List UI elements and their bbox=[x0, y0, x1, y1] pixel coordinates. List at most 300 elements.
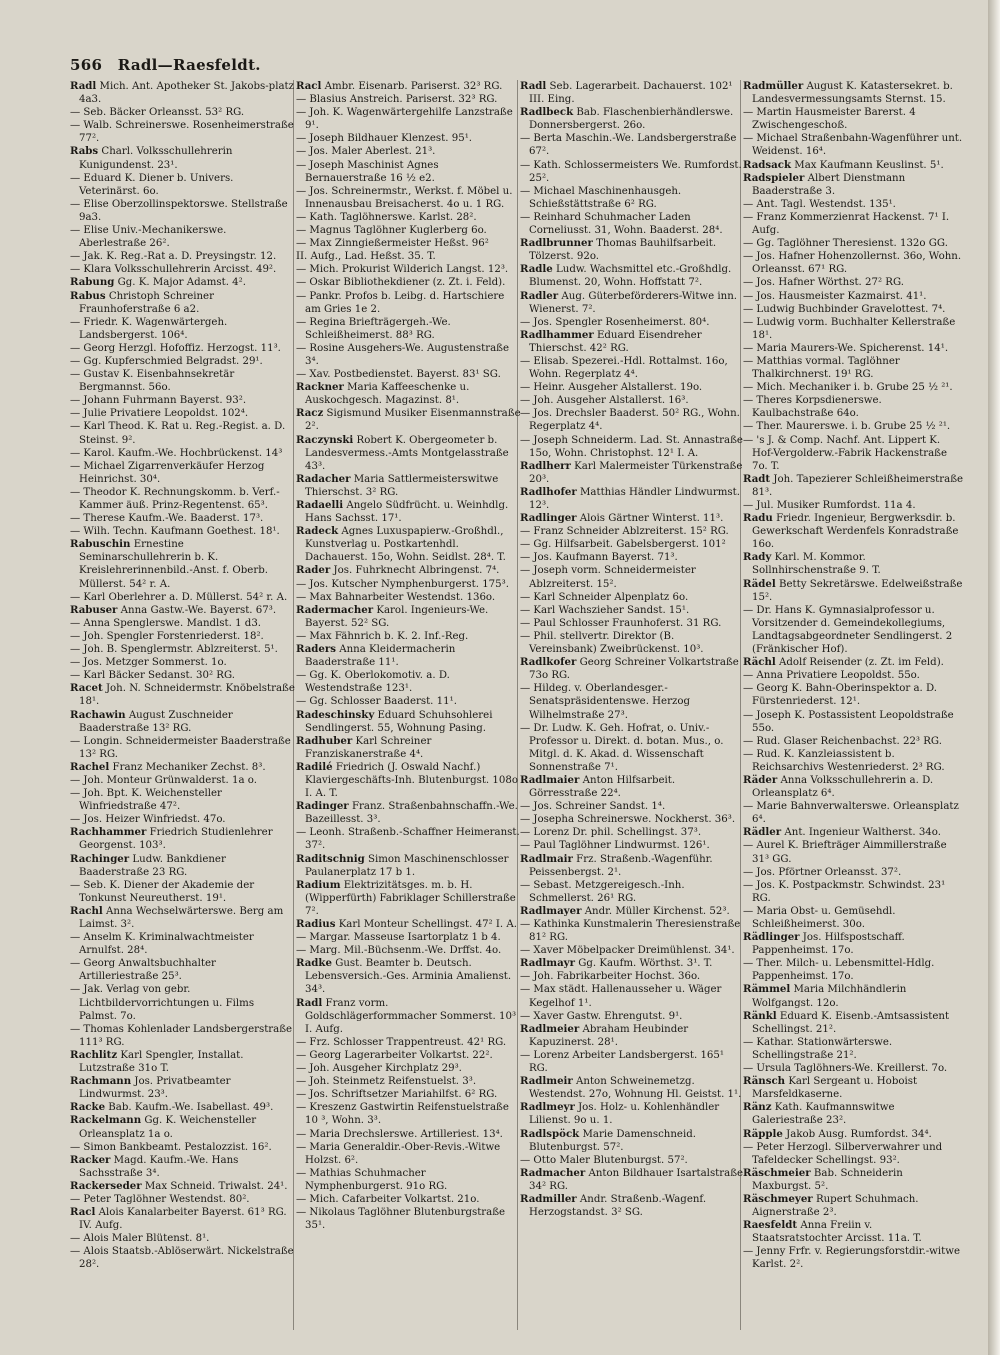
entry-surname: Raders bbox=[296, 643, 337, 656]
directory-entry bbox=[743, 355, 965, 381]
directory-entry bbox=[520, 80, 745, 106]
entry-text: — Xaver Gastw. Ehrengutst. 9¹. bbox=[520, 1010, 683, 1022]
directory-entry bbox=[520, 1128, 745, 1154]
directory-entry bbox=[743, 420, 965, 433]
page-header bbox=[70, 56, 261, 78]
entry-text: Anton Bildhauer Isartalstraße 34² RG. bbox=[529, 1167, 744, 1192]
directory-entry bbox=[296, 250, 521, 263]
directory-entry bbox=[70, 853, 295, 879]
column-2 bbox=[296, 80, 521, 1345]
entry-text: Ernestine Seminarschullehrerin b. K. Kreislehrerinnenbild.-Anst. f. Oberb. Müllerst. 54² r. A. bbox=[79, 539, 268, 590]
directory-entry bbox=[743, 80, 965, 106]
entry-text: — Therese Kaufm.-We. Baaderst. 17³. bbox=[70, 513, 264, 525]
directory-entry bbox=[520, 355, 745, 381]
entry-surname: Radhuber bbox=[296, 734, 353, 747]
entry-surname: Radler bbox=[520, 289, 559, 302]
entry-text: — Elise Univ.-Mechanikerswe. Aberlestraße 26². bbox=[70, 225, 227, 250]
entry-text: — Georg Herzgl. Hofoffiz. Herzogst. 11³. bbox=[70, 342, 281, 354]
entry-text: — Jos. Hafner Hohenzollernst. 36o, Wohn. Orleansst. 67¹ RG. bbox=[743, 251, 962, 276]
entry-text: — Jak. K. Reg.-Rat a. D. Preysingstr. 12. bbox=[70, 251, 277, 263]
directory-entry bbox=[520, 525, 745, 538]
directory-entry bbox=[296, 1088, 521, 1101]
directory-entry bbox=[70, 761, 295, 774]
entry-text: Maria Kaffeeschenke u. Auskochgesch. Magazinst. 8¹. bbox=[305, 382, 470, 407]
entry-text: — Xaver Möbelpacker Dreimühlenst. 34¹. bbox=[520, 945, 735, 957]
directory-entry bbox=[743, 1036, 965, 1062]
entry-text: — Franz Schneider Ablzreiterst. 15² RG. bbox=[520, 526, 729, 538]
entry-surname: Raczynski bbox=[296, 433, 354, 446]
entry-text: — Paul Taglöhner Lindwurmst. 126¹. bbox=[520, 840, 710, 852]
entry-surname: Rächl bbox=[743, 656, 776, 669]
directory-entry bbox=[70, 407, 295, 420]
entry-surname: Rachawin bbox=[70, 708, 126, 721]
entry-text: — Mich. Mechaniker i. b. Grube 25 ½ ²¹. bbox=[743, 382, 953, 394]
directory-entry bbox=[520, 604, 745, 617]
directory-entry bbox=[520, 1154, 745, 1167]
directory-entry bbox=[70, 630, 295, 643]
directory-entry bbox=[296, 342, 521, 368]
entry-surname: Radmüller bbox=[743, 80, 804, 92]
directory-entry bbox=[743, 250, 965, 276]
directory-entry bbox=[743, 159, 965, 172]
directory-entry bbox=[70, 145, 295, 171]
entry-text: — Georg Lagerarbeiter Volkartst. 22². bbox=[296, 1049, 493, 1061]
directory-entry bbox=[296, 944, 521, 957]
entry-text: Joh. N. Schneidermstr. Knöbelstraße 18¹. bbox=[79, 683, 295, 708]
directory-entry bbox=[520, 853, 745, 879]
directory-entry bbox=[70, 813, 295, 826]
entry-surname: Radlbrunner bbox=[520, 237, 593, 250]
entry-surname: Radlhofer bbox=[520, 485, 577, 498]
entry-text: — Ant. Tagl. Westendst. 135¹. bbox=[743, 198, 896, 210]
entry-text: — Blasius Anstreich. Pariserst. 32³ RG. bbox=[296, 94, 498, 106]
directory-entry bbox=[296, 473, 521, 499]
entry-text: — Anna Spenglerswe. Mandlst. 1 d3. bbox=[70, 617, 262, 629]
entry-surname: Radspieler bbox=[743, 171, 805, 184]
entry-text: — Heinr. Ausgeher Alstallerst. 19o. bbox=[520, 382, 703, 394]
directory-entry bbox=[520, 774, 745, 800]
entry-surname: Rady bbox=[743, 551, 772, 564]
page-number: 566 bbox=[70, 56, 103, 74]
entry-surname: Rachel bbox=[70, 760, 110, 773]
directory-entry bbox=[296, 1062, 521, 1075]
entry-text: — Karl Bäcker Sedanst. 30² RG. bbox=[70, 670, 235, 682]
directory-entry bbox=[296, 669, 521, 695]
entry-text: Karl. M. Kommor. Sollnhirschenstraße 9. T. bbox=[752, 552, 881, 577]
directory-entry bbox=[520, 381, 745, 394]
entry-text: — Kathinka Kunstmalerin Theresienstraße 81² RG. bbox=[520, 919, 741, 944]
entry-text: Maria Milchhändlerin Wolfgangst. 12o. bbox=[752, 984, 907, 1009]
entry-text: Christoph Schreiner Fraunhoferstraße 6 a2. bbox=[79, 290, 214, 315]
entry-text: — Karl Theod. K. Rat u. Reg.-Regist. a. D. Steinst. 9². bbox=[70, 421, 286, 446]
entry-text: — Mathias Schuhmacher Nymphenburgerst. 91o RG. bbox=[296, 1167, 448, 1192]
entry-surname: Raditschnig bbox=[296, 852, 365, 865]
directory-entry bbox=[296, 578, 521, 591]
directory-entry bbox=[520, 1010, 745, 1023]
entry-text: — Alois Staatsb.-Ablöserwärt. Nickelstraße 28². bbox=[70, 1246, 294, 1271]
directory-entry bbox=[520, 407, 745, 433]
entry-text: Franz vorm. Goldschlägerformmacher Sommerst. 10³ I. Aufg. bbox=[305, 997, 517, 1035]
entry-text: — Joseph Schneiderm. Lad. St. Annastraße 15o, Wohn. Christophst. 12¹ I. A. bbox=[520, 434, 743, 459]
entry-text: — Marg. Mil.-Büchsenm.-We. Drffst. 4o. bbox=[296, 945, 502, 957]
directory-entry bbox=[520, 1167, 745, 1193]
entry-text: Anton Hilfsarbeit. Görresstraße 22⁴. bbox=[529, 774, 676, 800]
entry-text: Anton Schweinemetzg. Westendst. 27o, Wohnung Hl. Geistst. 1¹. bbox=[529, 1076, 742, 1101]
entry-text: Friedrich (J. Oswald Nachf.) Klaviergeschäfts-Inh. Blutenburgst. 108o I. A. T. bbox=[305, 761, 518, 800]
entry-text: Alois Kanalarbeiter Bayerst. 61³ RG. IV. Aufg. bbox=[79, 1207, 287, 1232]
directory-entry bbox=[743, 839, 965, 865]
entry-text: Bab. Kaufm.-We. Isabellast. 49³. bbox=[108, 1102, 274, 1114]
entry-text: Max Kaufmann Keuslinst. 5¹. bbox=[794, 159, 944, 171]
entry-text: Karl Malermeister Türkenstraße 20³. bbox=[529, 460, 743, 485]
entry-text: — Klara Volksschullehrerin Arcisst. 49². bbox=[70, 264, 277, 276]
directory-entry bbox=[743, 1245, 965, 1271]
entry-text: Marie Damenschneid. Blutenburgst. 57². bbox=[529, 1128, 696, 1153]
directory-entry bbox=[296, 735, 521, 761]
directory-entry bbox=[520, 486, 745, 512]
entry-text: — 's J. & Comp. Nachf. Ant. Lippert K. Hof-Vergolderw.-Fabrik Hackenstraße 7o. T. bbox=[743, 434, 948, 472]
directory-entry bbox=[296, 761, 521, 800]
directory-entry bbox=[296, 434, 521, 473]
entry-text: Max Schneid. Triwalst. 24¹. bbox=[144, 1180, 288, 1192]
directory-entry bbox=[296, 93, 521, 106]
directory-entry bbox=[70, 512, 295, 525]
directory-entry bbox=[296, 800, 521, 826]
directory-entry bbox=[296, 918, 521, 931]
directory-entry bbox=[296, 931, 521, 944]
directory-entry bbox=[520, 879, 745, 905]
directory-entry bbox=[70, 1049, 295, 1075]
directory-entry bbox=[743, 342, 965, 355]
entry-surname: Radlkofer bbox=[520, 656, 577, 669]
entry-text: Joh. Tapezierer Schleißheimerstraße 81³. bbox=[752, 473, 964, 498]
entry-text: — Rud. Glaser Reichenbachst. 22³ RG. bbox=[743, 735, 942, 747]
directory-entry bbox=[743, 1010, 965, 1036]
directory-entry bbox=[520, 132, 745, 158]
directory-entry bbox=[70, 1154, 295, 1180]
directory-entry bbox=[296, 145, 521, 158]
entry-text: Andr. Müller Kirchenst. 52³. bbox=[584, 905, 730, 917]
entry-text: Friedr. Ingenieur, Bergwerksdir. b. Gewerkschaft Werdenfels Konradstraße 16o. bbox=[752, 513, 959, 551]
directory-entry bbox=[296, 709, 521, 735]
directory-entry bbox=[520, 983, 745, 1009]
directory-entry bbox=[520, 826, 745, 839]
directory-entry bbox=[743, 682, 965, 708]
entry-text: — Joh. Ausgeher Kirchplatz 29³. bbox=[296, 1063, 462, 1075]
directory-entry bbox=[520, 630, 745, 656]
directory-entry bbox=[520, 237, 745, 263]
entry-surname: Radlmaier bbox=[520, 773, 580, 786]
entry-surname: Rädlinger bbox=[743, 931, 800, 944]
directory-entry bbox=[743, 290, 965, 303]
entry-text: Ludw. Bankdiener Baaderstraße 23 RG. bbox=[79, 853, 226, 878]
entry-text: — Kreszenz Gastwirtin Reifenstuelstraße 10 ³, Wohn. 3³. bbox=[296, 1102, 509, 1127]
entry-text: Abraham Heubinder Kapuzinerst. 28¹. bbox=[529, 1023, 689, 1048]
directory-entry bbox=[520, 970, 745, 983]
directory-entry bbox=[743, 735, 965, 748]
directory-entry bbox=[70, 290, 295, 316]
entry-text: — Gg. Kupferschmied Belgradst. 29¹. bbox=[70, 355, 263, 367]
directory-entry bbox=[70, 538, 295, 590]
entry-surname: Räschmeier bbox=[743, 1166, 811, 1179]
directory-entry bbox=[520, 106, 745, 132]
directory-entry bbox=[520, 538, 745, 551]
entry-text: — Friedr. K. Wagenwärtergeh. Landsbergerst. 106⁴. bbox=[70, 316, 228, 341]
entry-surname: Racke bbox=[70, 1101, 106, 1114]
directory-entry bbox=[70, 787, 295, 813]
entry-text: — Simon Bankbeamt. Pestalozzist. 16². bbox=[70, 1141, 272, 1153]
entry-text: Alois Gärtner Winterst. 11³. bbox=[579, 513, 724, 525]
directory-entry bbox=[743, 1141, 965, 1167]
entry-text: — Seb. Bäcker Orleansst. 53² RG. bbox=[70, 107, 245, 119]
entry-text: — Frz. Schlosser Trappentreust. 42¹ RG. bbox=[296, 1036, 507, 1048]
entry-surname: Rädel bbox=[743, 577, 776, 590]
entry-text: Robert K. Obergeometer b. Landesvermess.-Amts Montgelasstraße 43³. bbox=[305, 434, 509, 472]
directory-entry bbox=[520, 1193, 745, 1219]
directory-entry bbox=[296, 407, 521, 433]
entry-text: — Longin. Schneidermeister Baaderstraße 13² RG. bbox=[70, 735, 291, 760]
directory-entry bbox=[520, 394, 745, 407]
entry-text: — Michael Straßenbahn-Wagenführer unt. Weidenst. 16⁴. bbox=[743, 133, 963, 158]
entry-text: Georg Schreiner Volkartstraße 73o RG. bbox=[529, 657, 739, 682]
directory-entry bbox=[743, 879, 965, 905]
entry-surname: Radinger bbox=[296, 800, 349, 813]
entry-text: Jos. Holz- u. Kohlenhändler Lilienst. 9o u. 1. bbox=[529, 1102, 720, 1127]
entry-surname: Radlinger bbox=[520, 512, 577, 525]
directory-entry bbox=[520, 316, 745, 329]
directory-entry bbox=[520, 434, 745, 460]
entry-text: Gg. Kaufm. Wörthst. 3¹. T. bbox=[578, 958, 713, 970]
entry-surname: Rader bbox=[296, 564, 331, 577]
entry-text: — Lorenz Dr. phil. Schellingst. 37³. bbox=[520, 827, 702, 839]
entry-text: — Kath. Taglöhnerswe. Karlst. 28². bbox=[296, 211, 477, 223]
directory-entry bbox=[743, 512, 965, 551]
directory-entry bbox=[743, 473, 965, 499]
entry-text: — Magnus Taglöhner Kuglerberg 6o. bbox=[296, 225, 487, 237]
entry-text: II. Aufg., Lad. Heßst. 35. T. bbox=[296, 251, 436, 263]
directory-entry bbox=[743, 957, 965, 983]
entry-text: — Joh. Monteur Grünwalderst. 1a o. bbox=[70, 774, 257, 786]
directory-entry bbox=[296, 211, 521, 224]
entry-surname: Rabuser bbox=[70, 603, 118, 616]
entry-surname: Radius bbox=[296, 918, 336, 930]
entry-text: — Ludwig Buchbinder Gravelottest. 7⁴. bbox=[743, 303, 946, 315]
directory-entry bbox=[296, 263, 521, 276]
entry-surname: Rabs bbox=[70, 145, 99, 158]
entry-text: — Theodor K. Rechnungskomm. b. Verf.-Kammer äuß. Prinz-Regentenst. 65³. bbox=[70, 486, 280, 511]
directory-entry bbox=[296, 643, 521, 669]
directory-entry bbox=[296, 997, 521, 1036]
directory-entry bbox=[70, 669, 295, 682]
entry-text: August Zuschneider Baaderstraße 13² RG. bbox=[79, 709, 233, 734]
directory-entry bbox=[743, 1167, 965, 1193]
directory-entry bbox=[70, 368, 295, 394]
entry-text: — Pankr. Profos b. Leibg. d. Hartschiere am Gries 1e 2. bbox=[296, 290, 505, 315]
directory-entry bbox=[70, 106, 295, 119]
directory-entry bbox=[296, 1075, 521, 1088]
directory-entry bbox=[520, 1049, 745, 1075]
entry-text: Jakob Ausg. Rumfordst. 34⁴. bbox=[786, 1128, 932, 1140]
entry-surname: Rachlitz bbox=[70, 1048, 118, 1061]
entry-text: — Leonh. Straßenb.-Schaffner Heimeranst. 37². bbox=[296, 827, 520, 852]
entry-text: — Jos. Metzger Sommerst. 1o. bbox=[70, 657, 227, 669]
entry-text: — Kathar. Stationwärterswe. Schellingstraße 21². bbox=[743, 1036, 893, 1061]
entry-text: Karol. Ingenieurs-We. Bayerst. 52² SG. bbox=[305, 604, 489, 629]
entry-surname: Radle bbox=[520, 263, 553, 276]
directory-entry bbox=[520, 460, 745, 486]
entry-surname: Radsack bbox=[743, 158, 792, 171]
directory-entry bbox=[296, 1193, 521, 1206]
directory-entry bbox=[296, 185, 521, 211]
directory-entry bbox=[296, 1049, 521, 1062]
entry-text: — Jos. K. Postpackmstr. Schwindst. 23¹ RG. bbox=[743, 879, 946, 904]
entry-text: Betty Sekretärswe. Edelweißstraße 15². bbox=[752, 578, 963, 603]
entry-text: — Joh. Fabrikarbeiter Hochst. 36o. bbox=[520, 971, 701, 983]
entry-text: — Gg. Hilfsarbeit. Gabelsbergerst. 101² bbox=[520, 539, 726, 551]
directory-entry bbox=[296, 853, 521, 879]
entry-text: — Jos. Kutscher Nymphenburgerst. 175³. bbox=[296, 578, 509, 590]
entry-text: — Jos. Schreinermstr., Werkst. f. Möbel u. Innenausbau Breisacherst. 4o u. 1 RG. bbox=[296, 185, 513, 210]
entry-text: — Eduard K. Diener b. Univers. Veterinärst. 6o. bbox=[70, 172, 234, 197]
entry-text: Albert Dienstmann Baaderstraße 3. bbox=[752, 172, 906, 197]
directory-entry bbox=[743, 800, 965, 826]
entry-text: Anna Freiin v. Staatsratstochter Arcisst. 11a. T. bbox=[752, 1220, 922, 1245]
directory-entry bbox=[296, 826, 521, 852]
directory-entry bbox=[70, 1180, 295, 1193]
entry-surname: Radium bbox=[296, 878, 341, 891]
entry-text: — Joseph K. Postassistent Leopoldstraße 55o. bbox=[743, 709, 954, 734]
directory-entry bbox=[70, 1141, 295, 1154]
directory-entry bbox=[70, 826, 295, 852]
directory-entry bbox=[70, 643, 295, 656]
directory-entry bbox=[70, 447, 295, 460]
directory-entry bbox=[743, 656, 965, 669]
directory-entry bbox=[743, 983, 965, 1009]
directory-entry bbox=[520, 290, 745, 316]
directory-entry bbox=[296, 499, 521, 525]
entry-text: — Joh. Steinmetz Reifenstuelst. 3³. bbox=[296, 1076, 477, 1088]
entry-text: — Jak. Verlag von gebr. Lichtbildervorrichtungen u. Films Palmst. 7o. bbox=[70, 984, 255, 1022]
directory-entry bbox=[743, 551, 965, 577]
directory-entry bbox=[520, 957, 745, 970]
directory-entry bbox=[296, 368, 521, 381]
directory-entry bbox=[70, 420, 295, 446]
directory-entry bbox=[296, 630, 521, 643]
entry-text: — Hildeg. v. Oberlandesger.-Senatspräsidentenswe. Herzog Wilhelmstraße 27³. bbox=[520, 683, 690, 721]
entry-text: — Georg K. Bahn-Oberinspektor a. D. Fürstenriederst. 12¹. bbox=[743, 683, 938, 708]
entry-text: — Jenny Frfr. v. Regierungsforstdir.-witwe Karlst. 2². bbox=[743, 1246, 960, 1271]
entry-text: Kath. Kaufmannswitwe Galeriestraße 23². bbox=[752, 1102, 895, 1127]
entry-text: Aug. Güterbeförderers-Witwe inn. Wienerst. 7². bbox=[529, 290, 738, 315]
entry-text: Jos. Fuhrknecht Albringenst. 7⁴. bbox=[333, 565, 500, 577]
entry-surname: Radmiller bbox=[520, 1192, 577, 1205]
directory-entry bbox=[520, 813, 745, 826]
entry-text: — Theres Korpsdienerswe. Kaulbachstraße 64o. bbox=[743, 395, 882, 420]
directory-entry bbox=[70, 1114, 295, 1140]
directory-entry bbox=[743, 1193, 965, 1219]
directory-entry bbox=[743, 276, 965, 289]
directory-entry bbox=[743, 237, 965, 250]
entry-surname: Radt bbox=[743, 472, 771, 485]
entry-text: — Ludwig vorm. Buchhalter Kellerstraße 18¹. bbox=[743, 316, 956, 341]
entry-text: Rupert Schuhmach. Aignerstraße 2³. bbox=[752, 1193, 919, 1219]
directory-entry bbox=[296, 159, 521, 185]
entry-text: — Anselm K. Kriminalwachtmeister Arnulfst. 28⁴. bbox=[70, 932, 254, 957]
directory-entry bbox=[520, 263, 745, 289]
entry-text: — Franz Kommerzienrat Hackenst. 7¹ I. Aufg. bbox=[743, 211, 950, 237]
entry-text: — Johann Fuhrmann Bayerst. 93². bbox=[70, 395, 247, 407]
directory-entry bbox=[743, 905, 965, 931]
directory-entry bbox=[520, 944, 745, 957]
entry-surname: Radlherr bbox=[520, 459, 571, 472]
entry-surname: Rachmann bbox=[70, 1075, 132, 1088]
entry-surname: Racet bbox=[70, 682, 103, 695]
entry-surname: Rachinger bbox=[70, 852, 130, 865]
entry-text: — Berta Maschin.-We. Landsbergerstraße 67². bbox=[520, 133, 737, 158]
directory-entry bbox=[743, 132, 965, 158]
entry-surname: Rämmel bbox=[743, 983, 791, 996]
directory-entry bbox=[70, 198, 295, 224]
directory-entry bbox=[743, 106, 965, 132]
entry-text: — Michael Maschinenhausgeh. Schießstättstraße 6² RG. bbox=[520, 185, 682, 210]
directory-entry bbox=[743, 211, 965, 237]
entry-text: — Dr. Hans K. Gymnasialprofessor u. Vorsitzender d. Gemeindekollegiums, Landtagsabgeordneter Sendlingerst. 2 (Fränkischer Hof). bbox=[743, 604, 953, 656]
entry-surname: Radacher bbox=[296, 472, 351, 485]
entry-text: — Maria Obst- u. Gemüsehdl. Schleißheimerst. 30o. bbox=[743, 905, 896, 930]
entry-text: Jos. Privatbeamter Lindwurmst. 23³. bbox=[79, 1076, 231, 1101]
entry-text: — Joseph Maschinist Agnes Bernauerstraße 16 ½ e2. bbox=[296, 159, 439, 184]
directory-entry bbox=[70, 119, 295, 145]
entry-surname: Rabus bbox=[70, 289, 106, 302]
directory-entry bbox=[296, 1167, 521, 1193]
entry-text: Gust. Beamter b. Deutsch. Lebensversich.-Ges. Arminia Amalienst. 34³. bbox=[305, 958, 512, 996]
entry-text: — Jos. Drechsler Baaderst. 50² RG., Wohn. Regerplatz 4⁴. bbox=[520, 408, 740, 433]
entry-text: Mich. Ant. Apotheker St. Jakobs-platz 4a3. bbox=[79, 81, 294, 106]
directory-entry bbox=[70, 735, 295, 761]
entry-surname: Rackner bbox=[296, 381, 344, 394]
directory-entry bbox=[520, 159, 745, 185]
entry-text: — Jul. Musiker Rumfordst. 11a 4. bbox=[743, 500, 916, 511]
directory-entry bbox=[70, 1023, 295, 1049]
entry-text: Bab. Flaschenbierhändlerswe. Donnersbergerst. 26o. bbox=[529, 107, 734, 132]
directory-entry bbox=[520, 1023, 745, 1049]
entry-text: — Gg. Schlosser Baaderst. 11¹. bbox=[296, 696, 457, 708]
entry-text: — Oskar Bibliothekdiener (z. Zt. i. Feld). bbox=[296, 277, 506, 289]
entry-text: — Elise Oberzollinspektorswe. Stellstraße 9a3. bbox=[70, 198, 288, 223]
directory-entry bbox=[743, 303, 965, 316]
directory-entry bbox=[70, 460, 295, 486]
entry-text: — Karl Wachszieher Sandst. 15¹. bbox=[520, 604, 690, 616]
directory-entry bbox=[296, 132, 521, 145]
entry-surname: Radlbeck bbox=[520, 106, 574, 119]
directory-entry bbox=[520, 329, 745, 355]
running-head: Radl—Raesfeldt. bbox=[117, 56, 261, 74]
entry-surname: Rabuschin bbox=[70, 538, 131, 551]
directory-entry bbox=[743, 1219, 965, 1245]
entry-text: — Karl Schneider Alpenplatz 6o. bbox=[520, 591, 689, 603]
directory-entry bbox=[70, 486, 295, 512]
entry-text: — Joseph Bildhauer Klenzest. 95¹. bbox=[296, 133, 473, 145]
entry-text: — Peter Herzogl. Silberverwahrer und Tafeldecker Schellingst. 93². bbox=[743, 1141, 943, 1166]
entry-text: Anna Wechselwärterswe. Berg am Laimst. 3². bbox=[79, 905, 284, 930]
directory-entry bbox=[743, 774, 965, 800]
entry-text: Eduard K. Eisenb.-Amtsassistent Schellingst. 21². bbox=[752, 1010, 950, 1035]
entry-surname: Rackelmann bbox=[70, 1114, 142, 1127]
entry-text: — Nikolaus Taglöhner Blutenburgstraße 35¹. bbox=[296, 1207, 506, 1232]
directory-entry bbox=[70, 931, 295, 957]
entry-surname: Radl bbox=[70, 80, 97, 92]
entry-text: — Otto Maler Blutenburgst. 57². bbox=[520, 1154, 688, 1166]
